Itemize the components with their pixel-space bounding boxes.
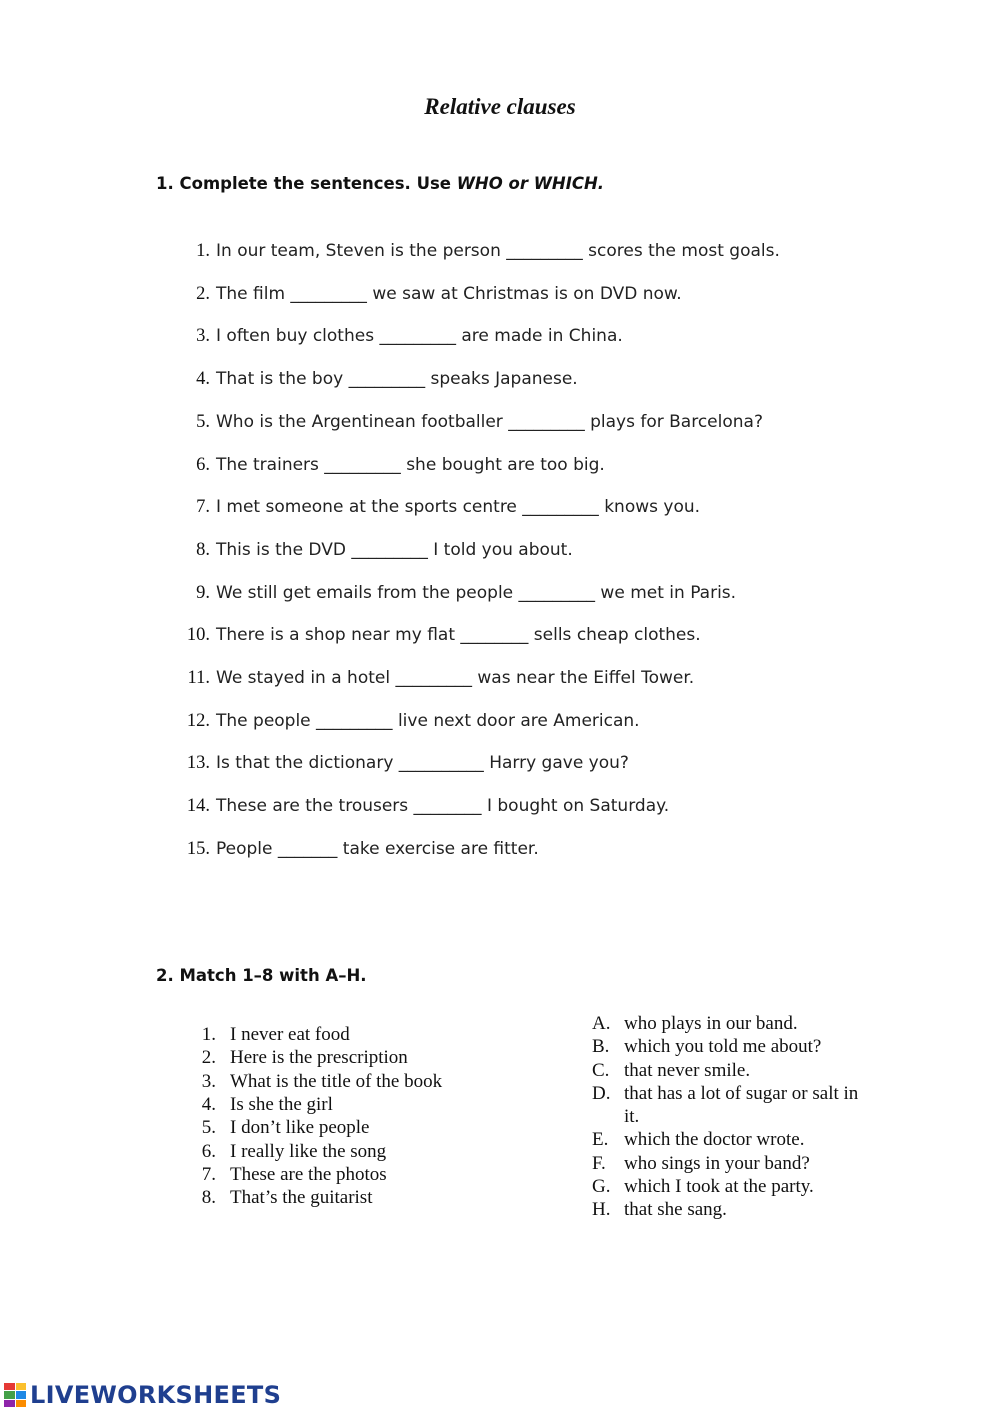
logo-square (16, 1391, 27, 1398)
exercise-1-item-number: 1. (196, 241, 210, 261)
exercise-2-right-item-text: that she sang. (624, 1199, 727, 1221)
liveworksheets-logo-icon (4, 1383, 26, 1407)
exercise-2-right-item-letter: D. (592, 1082, 611, 1104)
exercise-1-item (0, 708, 900, 734)
exercise-1-item-number: 10. (186, 625, 210, 646)
exercise-1-item-number: 8. (196, 539, 210, 560)
exercise-1-item-text: I met someone at the sports centre _________ knows you. (216, 497, 701, 518)
exercise-2-right-item-text: who sings in your band? (624, 1152, 810, 1174)
exercise-1-item (0, 238, 900, 264)
exercise-1-item-number: 14. (186, 796, 210, 817)
exercise-2-left-item-number: 3. (201, 1070, 216, 1092)
exercise-1-item-text: This is the DVD _________ I told you about. (216, 539, 573, 560)
exercise-1-item-text: In our team, Steven is the person _________ scores the most goals. (216, 241, 780, 261)
exercise-2-left-item-number: 8. (201, 1187, 216, 1209)
exercise-1-item-text: People _______ take exercise are fitter. (216, 838, 539, 859)
exercise-2-heading: 2. Match 1–8 with A–H. (156, 966, 367, 985)
exercise-1-item-text: Is that the dictionary __________ Harry gave you? (216, 753, 629, 774)
exercise-1-item (0, 366, 900, 392)
exercise-2-left-item-number: 4. (201, 1093, 216, 1115)
liveworksheets-logo-text: LIVEWORKSHEETS (30, 1381, 282, 1409)
exercise-1-item-number: 13. (186, 753, 210, 774)
logo-square (4, 1400, 15, 1407)
exercise-1-item-text: I often buy clothes _________ are made in China. (216, 326, 623, 347)
exercise-1-item (0, 622, 900, 648)
exercise-1-item (0, 494, 900, 520)
exercise-2-right-item-text: which I took at the party. (624, 1176, 814, 1197)
exercise-1-item-number: 7. (196, 497, 210, 518)
worksheet-title: Relative clauses (424, 94, 576, 119)
exercise-2-left-item-number: 1. (201, 1024, 216, 1045)
exercise-1-item-text: That is the boy _________ speaks Japanese. (216, 369, 578, 390)
exercise-1-item (0, 750, 900, 776)
exercise-1-heading-emphasis: WHO or WHICH. (456, 174, 605, 193)
exercise-2-left-item-text: I really like the song (230, 1140, 387, 1162)
exercise-1-item (0, 793, 900, 819)
exercise-2-right-item-letter: H. (592, 1199, 611, 1221)
exercise-2-right-item-letter: F. (592, 1152, 606, 1174)
exercise-1-item (0, 665, 900, 691)
exercise-2-right-item-letter: C. (592, 1059, 610, 1081)
logo-square (16, 1400, 27, 1407)
exercise-2-left-item-number: 7. (201, 1163, 216, 1185)
exercise-1-item (0, 537, 900, 563)
logo-square (4, 1383, 15, 1390)
exercise-1-item (0, 323, 900, 349)
exercise-1-item-number: 4. (196, 369, 210, 390)
exercise-2-left-item-text: I don’t like people (230, 1117, 370, 1139)
exercise-1-item-number: 15. (186, 838, 210, 859)
exercise-2-right-item-text: that never smile. (624, 1059, 751, 1081)
exercise-2-right-item-text: who plays in our band. (624, 1013, 798, 1034)
exercise-2-right-item-text: that has a lot of sugar or salt in it. (624, 1082, 859, 1127)
exercise-1-item (0, 452, 900, 478)
exercise-1-item-text: There is a shop near my flat ________ sells cheap clothes. (216, 625, 701, 646)
exercise-1-heading-prefix: 1. Complete the sentences. Use (156, 174, 457, 193)
exercise-1-item (0, 281, 900, 307)
exercise-1-item-text: We stayed in a hotel _________ was near the Eiffel Tower. (216, 668, 695, 688)
exercise-1-item-number: 6. (196, 454, 210, 475)
exercise-1-heading (156, 174, 604, 193)
exercise-1-item-number: 5. (196, 411, 210, 432)
exercise-1-item-text: The people _________ live next door are American. (216, 710, 640, 731)
exercise-1-item-text: Who is the Argentinean footballer _________ plays for Barcelona? (216, 411, 763, 432)
exercise-2-left-item-text: I never eat food (230, 1024, 350, 1045)
exercise-2-right-item-letter: B. (592, 1036, 610, 1058)
exercise-1-item-number: 9. (196, 582, 210, 603)
liveworksheets-logo (4, 1380, 281, 1410)
exercise-2-left-item-number: 2. (201, 1047, 216, 1069)
exercise-2-left-item-text: Here is the prescription (230, 1047, 408, 1069)
exercise-1-item-text: These are the trousers ________ I bought on Saturday. (216, 796, 670, 817)
exercise-2-left-item-text: Is she the girl (230, 1093, 333, 1115)
exercise-2-left-item-text: That’s the guitarist (230, 1187, 373, 1209)
exercise-2-left-item-number: 6. (201, 1140, 216, 1162)
exercise-1-item-number: 11. (187, 668, 210, 688)
exercise-2-right-item-text: which you told me about? (624, 1036, 822, 1058)
exercise-1-item (0, 836, 900, 862)
logo-square (16, 1383, 27, 1390)
exercise-1-item (0, 409, 900, 435)
exercise-2-right-item-letter: A. (592, 1013, 611, 1034)
exercise-1-item-number: 12. (186, 710, 210, 731)
exercise-2-left-item-text: These are the photos (230, 1163, 387, 1185)
exercise-1-item-text: The film _________ we saw at Christmas is on DVD now. (216, 283, 682, 304)
exercise-2-right-item-letter: G. (592, 1176, 611, 1197)
exercise-2-right-item-letter: E. (592, 1129, 609, 1151)
exercise-1-item (0, 580, 900, 606)
exercise-2-left-item-number: 5. (201, 1117, 216, 1139)
logo-square (4, 1391, 15, 1398)
exercise-2-right-item-text: which the doctor wrote. (624, 1129, 805, 1151)
exercise-2-left-item-text: What is the title of the book (230, 1070, 443, 1092)
exercise-1-item-number: 2. (196, 283, 210, 304)
exercise-1-item-number: 3. (196, 326, 210, 347)
exercise-1-item-text: We still get emails from the people _________ we met in Paris. (216, 582, 737, 603)
exercise-1-item-text: The trainers _________ she bought are too big. (216, 454, 605, 475)
